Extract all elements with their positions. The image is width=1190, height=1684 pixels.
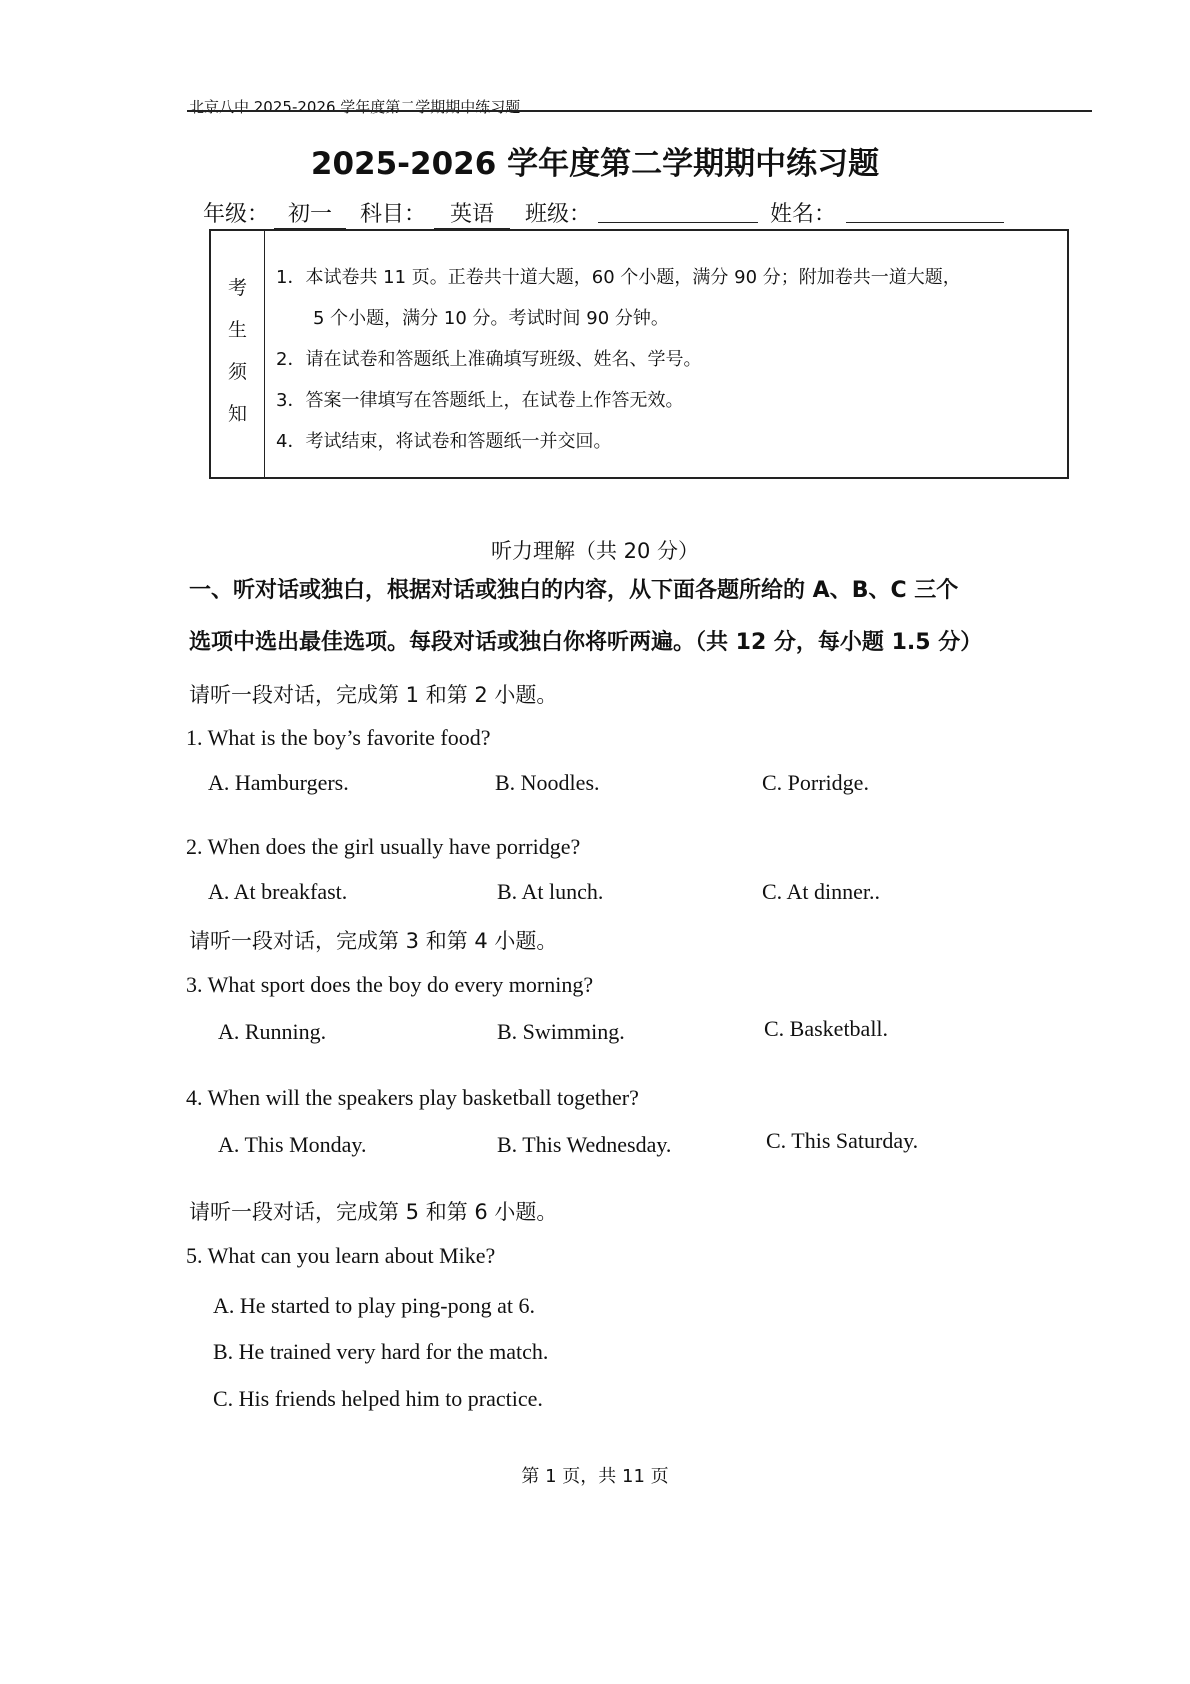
question-5: 5. What can you learn about Mike? bbox=[186, 1243, 496, 1268]
listening-prompt: 请听一段对话，完成第 3 和第 4 小题。 bbox=[189, 929, 558, 953]
option-2a: A. At breakfast. bbox=[208, 879, 348, 904]
option-4b: B. This Wednesday. bbox=[497, 1132, 672, 1157]
notice-item: 5 个小题，满分 10 分。考试时间 90 分钟。 bbox=[313, 308, 669, 329]
grade-value: 初一 bbox=[274, 197, 346, 229]
notice-char: 考 bbox=[227, 277, 247, 299]
option-5c: C. His friends helped him to practice. bbox=[213, 1386, 543, 1411]
question-2: 2. When does the girl usually have porridge? bbox=[186, 834, 581, 859]
notice-char: 生 bbox=[227, 319, 247, 341]
grade-label: 年级： bbox=[203, 202, 270, 227]
option-4c: C. This Saturday. bbox=[766, 1128, 919, 1153]
notice-item: 4．考试结束，将试卷和答题纸一并交回。 bbox=[276, 431, 612, 452]
notice-header bbox=[211, 231, 265, 477]
notice-char: 知 bbox=[227, 403, 247, 425]
part1-instructions: 选项中选出最佳选项。每段对话或独白你将听两遍。（共 12 分，每小题 1.5 分） bbox=[189, 630, 983, 655]
option-1c: C. Porridge. bbox=[762, 770, 869, 795]
question-4: 4. When will the speakers play basketball together? bbox=[186, 1085, 639, 1110]
name-label: 姓名： bbox=[770, 202, 837, 227]
listening-prompt: 请听一段对话，完成第 5 和第 6 小题。 bbox=[189, 1200, 558, 1224]
header-rule bbox=[187, 110, 1092, 112]
option-3b: B. Swimming. bbox=[497, 1019, 625, 1044]
option-3c: C. Basketball. bbox=[764, 1016, 889, 1041]
option-1b: B. Noodles. bbox=[495, 770, 600, 795]
option-5a: A. He started to play ping-pong at 6. bbox=[213, 1293, 535, 1318]
option-2b: B. At lunch. bbox=[497, 879, 604, 904]
class-label: 班级： bbox=[525, 202, 592, 227]
question-3: 3. What sport does the boy do every morning? bbox=[186, 972, 594, 997]
grade-field bbox=[274, 197, 346, 229]
part1-instructions: 一、听对话或独白，根据对话或独白的内容，从下面各题所给的 A、B、C 三个 bbox=[189, 578, 959, 603]
name-field bbox=[846, 197, 1004, 223]
option-5b: B. He trained very hard for the match. bbox=[213, 1339, 549, 1364]
notice-item: 2．请在试卷和答题纸上准确填写班级、姓名、学号。 bbox=[276, 349, 702, 370]
option-4a: A. This Monday. bbox=[218, 1132, 367, 1157]
page-title: 2025-2026 学年度第二学期期中练习题 bbox=[310, 146, 880, 182]
subject-label: 科目： bbox=[360, 202, 427, 227]
running-header: 北京八中 2025-2026 学年度第二学期期中练习题 bbox=[189, 98, 521, 116]
listening-prompt: 请听一段对话，完成第 1 和第 2 小题。 bbox=[189, 683, 558, 707]
notice-item: 3．答案一律填写在答题纸上，在试卷上作答无效。 bbox=[276, 390, 684, 411]
option-3a: A. Running. bbox=[218, 1019, 327, 1044]
class-field bbox=[598, 197, 758, 223]
notice-char: 须 bbox=[227, 361, 247, 383]
notice-item: 1．本试卷共 11 页。正卷共十道大题，60 个小题，满分 90 分；附加卷共一道大题， bbox=[276, 267, 961, 288]
section-title: 听力理解（共 20 分） bbox=[490, 539, 700, 563]
question-1: 1. What is the boy’s favorite food? bbox=[186, 725, 491, 750]
subject-field bbox=[434, 197, 510, 229]
option-1a: A. Hamburgers. bbox=[208, 770, 349, 795]
subject-value: 英语 bbox=[434, 197, 510, 229]
page-footer: 第 1 页，共 11 页 bbox=[521, 1466, 669, 1487]
option-2c: C. At dinner.. bbox=[762, 879, 880, 904]
